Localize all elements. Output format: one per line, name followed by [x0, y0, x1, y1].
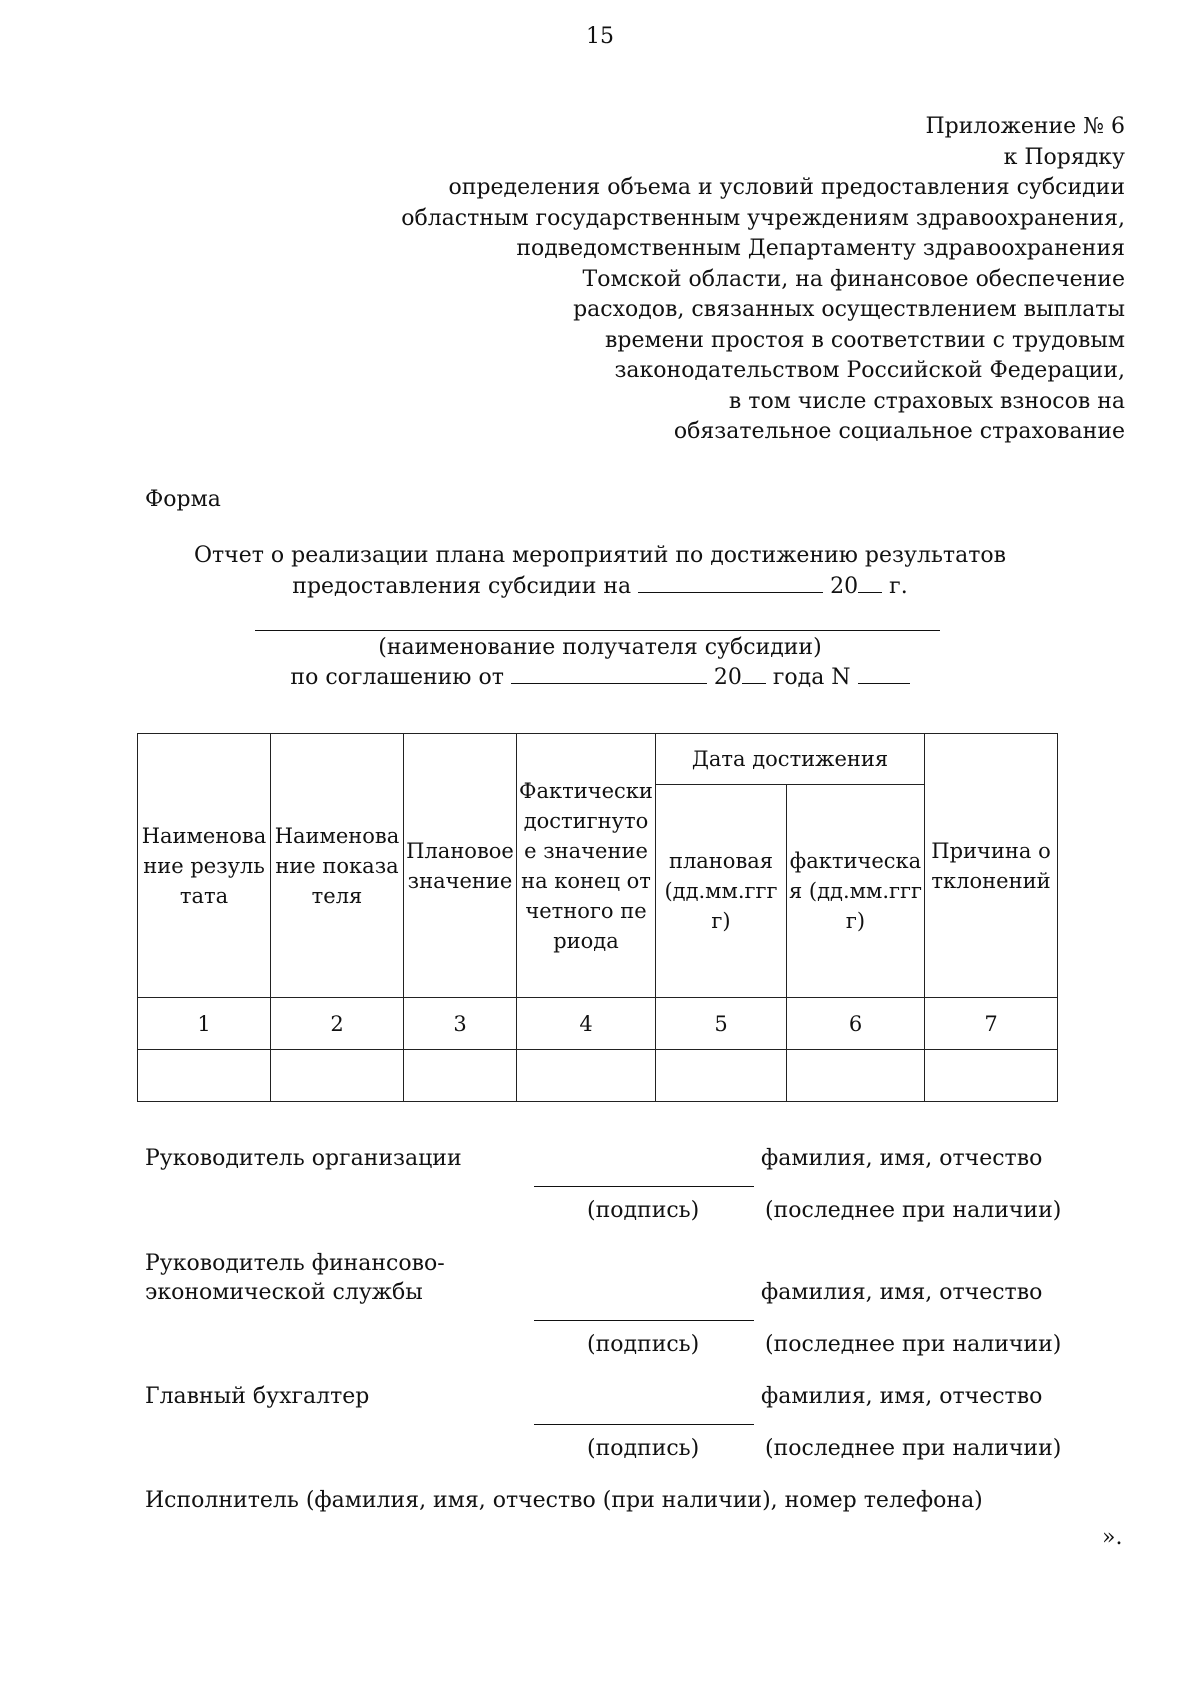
header-planned-date: плановая (дд.мм.гггг) — [656, 785, 787, 998]
header-actual-value: Фактически достигнутое значение на конец отчетного периода — [517, 734, 656, 998]
report-year: 20 — [830, 574, 859, 599]
column-number-row — [138, 998, 1058, 1050]
report-title-prefix: предоставления субсидии на — [292, 574, 632, 599]
chief-accountant-signature-line[interactable] — [534, 1424, 754, 1425]
table-cell[interactable] — [138, 1050, 271, 1102]
year-blank[interactable] — [858, 574, 882, 593]
chief-accountant-fio-caption: (последнее при наличии) — [765, 1436, 1062, 1461]
head-fin-fio-caption: (последнее при наличии) — [765, 1332, 1062, 1357]
agreement-prefix: по соглашению от — [290, 665, 504, 690]
head-org-fio-caption: (последнее при наличии) — [765, 1198, 1062, 1223]
recipient-name-blank[interactable] — [255, 630, 940, 631]
head-org-signature-caption: (подпись) — [587, 1198, 700, 1223]
chief-accountant-signature-caption: (подпись) — [587, 1436, 700, 1461]
recipient-caption-block — [0, 633, 1200, 693]
table-row — [138, 1050, 1058, 1102]
agreement-number-blank[interactable] — [858, 665, 910, 684]
report-year-suffix: г. — [889, 574, 908, 599]
table-cell[interactable] — [925, 1050, 1058, 1102]
appendix-line: к Порядку — [1003, 144, 1125, 170]
closing-quote: ». — [1102, 1525, 1123, 1550]
column-number: 1 — [138, 998, 271, 1050]
appendix-line: обязательное социальное страхование — [673, 419, 1125, 444]
head-fin-label-line1: Руководитель финансово- — [145, 1251, 445, 1276]
agreement-year-blank[interactable] — [742, 665, 766, 684]
page-number: 15 — [586, 24, 614, 49]
executor-label: Исполнитель (фамилия, имя, отчество (при наличии), номер телефона) — [145, 1488, 983, 1513]
head-org-signature-line[interactable] — [534, 1186, 754, 1187]
report-title-line1: Отчет о реализации плана мероприятий по достижению результатов — [193, 543, 1007, 568]
header-deviation-reason: Причина отклонений — [925, 734, 1058, 998]
header-date-group: Дата достижения — [656, 734, 925, 785]
header-result-name: Наименование результата — [138, 734, 271, 998]
head-fin-label-line2: экономической службы — [145, 1280, 423, 1305]
header-planned-value: Плановое значение — [404, 734, 517, 998]
head-fin-fio: фамилия, имя, отчество — [761, 1280, 1043, 1305]
agreement-year: 20 — [713, 665, 742, 690]
appendix-header — [401, 112, 1125, 448]
column-number: 5 — [656, 998, 787, 1050]
report-table — [137, 733, 1058, 1102]
appendix-line: подведомственным Департаменту здравоохранения — [516, 236, 1125, 261]
appendix-line: областным государственным учреждениям здравоохранения, — [401, 205, 1125, 231]
appendix-line: времени простоя в соответствии с трудовым — [605, 327, 1125, 353]
appendix-line: Томской области, на финансовое обеспечение — [582, 266, 1125, 292]
table-cell[interactable] — [656, 1050, 787, 1102]
form-label: Форма — [145, 487, 221, 512]
appendix-line: Приложение № 6 — [925, 114, 1125, 139]
head-org-fio: фамилия, имя, отчество — [761, 1146, 1043, 1171]
report-title — [0, 540, 1200, 602]
header-row — [138, 734, 1058, 785]
appendix-line: законодательством Российской Федерации, — [614, 358, 1125, 383]
head-fin-signature-caption: (подпись) — [587, 1332, 700, 1357]
column-number: 7 — [925, 998, 1058, 1050]
table-cell[interactable] — [787, 1050, 925, 1102]
column-number: 4 — [517, 998, 656, 1050]
report-title-line2 — [0, 571, 1200, 602]
agreement-line — [0, 663, 1200, 693]
appendix-line: расходов, связанных осуществлением выплаты — [573, 297, 1125, 322]
appendix-line: в том числе страховых взносов на — [728, 388, 1125, 414]
chief-accountant-fio: фамилия, имя, отчество — [761, 1384, 1043, 1409]
agreement-suffix: года N — [772, 665, 851, 690]
appendix-line: определения объема и условий предоставления субсидии — [448, 175, 1125, 200]
head-fin-signature-line[interactable] — [534, 1320, 754, 1321]
column-number: 3 — [404, 998, 517, 1050]
column-number: 6 — [787, 998, 925, 1050]
chief-accountant-label: Главный бухгалтер — [145, 1384, 370, 1409]
recipient-caption: (наименование получателя субсидии) — [378, 635, 822, 660]
table-cell[interactable] — [404, 1050, 517, 1102]
agreement-date-blank[interactable] — [511, 665, 707, 684]
head-org-label: Руководитель организации — [145, 1146, 462, 1171]
table-cell[interactable] — [517, 1050, 656, 1102]
header-indicator-name: Наименование показателя — [271, 734, 404, 998]
table-cell[interactable] — [271, 1050, 404, 1102]
header-actual-date: фактическая (дд.мм.гггг) — [787, 785, 925, 998]
column-number: 2 — [271, 998, 404, 1050]
period-blank[interactable] — [638, 574, 823, 593]
